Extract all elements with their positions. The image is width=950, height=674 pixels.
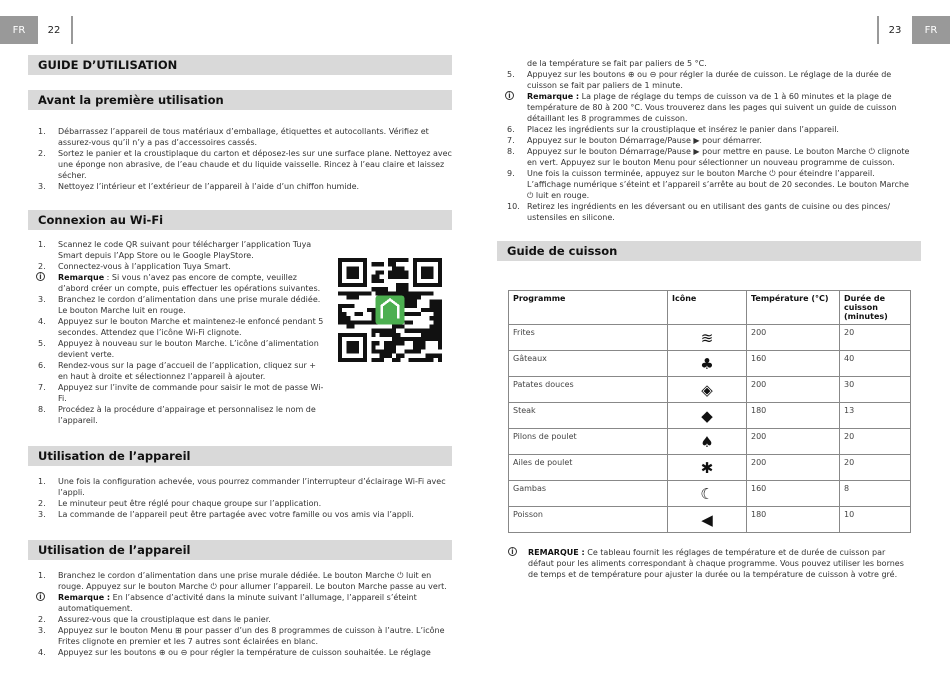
- note-item: [28, 592, 452, 614]
- item-number: 10.: [507, 202, 520, 211]
- icon-cell: [668, 325, 747, 351]
- item-number: 5.: [38, 339, 46, 348]
- table-header: Icône: [668, 291, 747, 325]
- step-continuation: de la température se fait par paliers de 5 °C.: [527, 59, 707, 68]
- item-text: Rendez-vous sur la page d’accueil de l’application, cliquez sur + en haut à droite et sélectionnez l’appareil à ajouter.: [58, 361, 316, 381]
- item-text: La plage de réglage du temps de cuisson va de 1 à 60 minutes et la plage de température de 80 à 200 °C. Vous trouverez dans les pages qui suivent un guide de cuisson détaillant les 8 programmes de cuisson.: [527, 92, 897, 123]
- usage1-list: [28, 476, 452, 520]
- item-text: Appuyez à nouveau sur le bouton Marche. L’icône d’alimentation devient verte.: [58, 339, 319, 359]
- item-number: 9.: [507, 169, 515, 178]
- program-cell: Steak: [509, 403, 668, 429]
- note-label: REMARQUE :: [528, 548, 585, 557]
- lang-tab-right: FR: [912, 16, 950, 44]
- list-item: [28, 294, 328, 316]
- list-item: [28, 625, 452, 647]
- item-number: 8.: [38, 405, 46, 414]
- info-icon: i: [36, 592, 45, 601]
- item-text: Procédez à la procédure d’appairage et personnalisez le nom de l’appareil.: [58, 405, 316, 425]
- duration-cell: 20: [840, 429, 911, 455]
- item-text: Appuyez sur les boutons ⊕ ou ⊖ pour régler la température de cuisson souhaitée. Le réglage: [58, 648, 431, 657]
- item-number: 2.: [38, 149, 46, 158]
- usage1-title: Utilisation de l’appareil: [28, 446, 452, 466]
- wifi-list: [28, 239, 328, 426]
- item-number: 3.: [38, 182, 46, 191]
- page-number-right: 23: [888, 24, 902, 36]
- note-text: Ce tableau fournit les réglages de température et de durée de cuisson par défaut pour les aliments correspondant à chaque programme. Vous pouvez utiliser les bornes de temps et de température pour ajuster la durée ou la température de cuisson à votre gré.: [528, 548, 904, 579]
- table-header: Durée de cuisson (minutes): [840, 291, 911, 325]
- program-cell: Poisson: [509, 507, 668, 533]
- item-text: Sortez le panier et la croustiplaque du carton et déposez-les sur une surface plane. Nettoyez avec une éponge non abrasive, de l’eau chaude et du liquide vaisselle. Rincez à l’eau claire et laissez sécher.: [58, 149, 452, 180]
- table-row: [509, 507, 911, 533]
- table-row: [509, 481, 911, 507]
- info-icon: i: [505, 91, 514, 100]
- item-number: 6.: [507, 125, 515, 134]
- icon-cell: [668, 429, 747, 455]
- note-label: Remarque :: [58, 593, 111, 602]
- table-row: [509, 455, 911, 481]
- qr-code: [338, 258, 442, 362]
- item-text: Appuyez sur le bouton Menu ⊞ pour passer d’un des 8 programmes de cuisson à l’autre. L’icône Frites clignote en premier et les 7 autres sont éclairées en blanc.: [58, 626, 445, 646]
- temperature-cell: 160: [747, 351, 840, 377]
- list-item: [28, 126, 452, 148]
- duration-cell: 10: [840, 507, 911, 533]
- item-number: 2.: [38, 615, 46, 624]
- item-text: Une fois la configuration achevée, vous pourrez commander l’interrupteur d’éclairage Wi-Fi avec l’appli.: [58, 477, 446, 497]
- table-header: Programme: [509, 291, 668, 325]
- list-item: [28, 360, 328, 382]
- duration-cell: 20: [840, 325, 911, 351]
- table-row: [509, 429, 911, 455]
- cooking-note: [508, 547, 913, 580]
- temperature-cell: 200: [747, 455, 840, 481]
- table-row: [509, 351, 911, 377]
- icon-cell: [668, 507, 747, 533]
- list-item: [28, 570, 452, 592]
- divider-left: [71, 16, 73, 44]
- list-item: [28, 476, 452, 498]
- item-text: Branchez le cordon d’alimentation dans une prise murale dédiée. Le bouton Marche ⏻ luit en rouge. Appuyez sur le bouton Marche ⏻ pour allumer l’appareil. Le bouton Marche passe au vert.: [58, 571, 447, 591]
- temperature-cell: 200: [747, 325, 840, 351]
- item-text: Appuyez sur le bouton Démarrage/Pause ▶ pour mettre en pause. Le bouton Marche ⏻ clignote en vert. Appuyez sur le bouton Menu pour sélectionner un nouveau programme de cuisson.: [527, 147, 910, 167]
- icon-cell: [668, 351, 747, 377]
- list-item: [28, 498, 452, 509]
- item-number: 4.: [38, 317, 46, 326]
- drumstick-icon: ♠: [700, 432, 714, 451]
- item-number: 3.: [38, 295, 46, 304]
- duration-cell: 30: [840, 377, 911, 403]
- icon-cell: [668, 377, 747, 403]
- icon-cell: [668, 481, 747, 507]
- item-number: 6.: [38, 361, 46, 370]
- duration-cell: 20: [840, 455, 911, 481]
- list-item: [28, 261, 328, 272]
- usage2-title: Utilisation de l’appareil: [28, 540, 452, 560]
- temperature-cell: 180: [747, 403, 840, 429]
- cake-icon: ♣: [700, 354, 714, 373]
- item-number: 5.: [507, 70, 515, 79]
- info-icon: i: [508, 547, 517, 556]
- page-number-left: 22: [47, 24, 61, 36]
- item-text: Placez les ingrédients sur la croustiplaque et insérez le panier dans l’appareil.: [527, 125, 839, 134]
- cooking-title: Guide de cuisson: [497, 241, 921, 261]
- program-cell: Patates douces: [509, 377, 668, 403]
- item-text: : Si vous n’avez pas encore de compte, veuillez d’abord créer un compte, puis effectuer les opérations suivantes.: [58, 273, 321, 293]
- temperature-cell: 200: [747, 429, 840, 455]
- item-text: Scannez le code QR suivant pour télécharger l’application Tuya Smart depuis l’App Store ou le Google PlayStore.: [58, 240, 312, 260]
- item-number: 4.: [38, 648, 46, 657]
- item-text: Assurez-vous que la croustiplaque est dans le panier.: [58, 615, 271, 624]
- icon-cell: [668, 455, 747, 481]
- usage2-list: [28, 570, 452, 658]
- note-item: [497, 91, 917, 124]
- temperature-cell: 200: [747, 377, 840, 403]
- item-number: 1.: [38, 477, 46, 486]
- list-item: [28, 404, 328, 426]
- temperature-cell: 180: [747, 507, 840, 533]
- list-item: [28, 382, 328, 404]
- item-text: Retirez les ingrédients en les déversant ou en utilisant des gants de cuisine ou des pinces/ ustensiles en silicone.: [527, 202, 891, 222]
- table-row: [509, 325, 911, 351]
- list-item: [28, 647, 452, 658]
- program-cell: Gambas: [509, 481, 668, 507]
- duration-cell: 40: [840, 351, 911, 377]
- wifi-title: Connexion au Wi-Fi: [28, 210, 452, 230]
- before-use-title: Avant la première utilisation: [28, 90, 452, 110]
- item-number: 7.: [38, 383, 46, 392]
- duration-cell: 8: [840, 481, 911, 507]
- program-cell: Ailes de poulet: [509, 455, 668, 481]
- item-number: 2.: [38, 262, 46, 271]
- list-item: [497, 69, 917, 91]
- fries-icon: ≋: [700, 328, 714, 347]
- guide-title: GUIDE D’UTILISATION: [28, 55, 452, 75]
- item-text: Branchez le cordon d’alimentation dans une prise murale dédiée. Le bouton Marche luit en rouge.: [58, 295, 321, 315]
- item-text: Une fois la cuisson terminée, appuyez sur le bouton Marche ⏻ pour éteindre l’appareil. L’affichage numérique s’éteint et l’appareil s’arrête au bout de 20 secondes. Le bouton Marche ⏻ luit en rouge.: [527, 169, 909, 200]
- item-number: 1.: [38, 127, 46, 136]
- duration-cell: 13: [840, 403, 911, 429]
- list-item: [28, 338, 328, 360]
- list-item: [28, 181, 452, 192]
- item-number: 1.: [38, 240, 46, 249]
- item-number: 2.: [38, 499, 46, 508]
- item-number: 1.: [38, 571, 46, 580]
- note-label: Remarque :: [527, 92, 580, 101]
- item-text: La commande de l’appareil peut être partagée avec votre famille ou vos amis via l’appli.: [58, 510, 414, 519]
- sweet-potato-icon: ◈: [701, 380, 713, 399]
- table-row: [509, 377, 911, 403]
- chicken-wing-icon: ✱: [700, 458, 714, 477]
- list-item: [28, 509, 452, 520]
- table-header: Température (°C): [747, 291, 840, 325]
- steak-icon: ◆: [701, 406, 713, 425]
- list-item: [497, 146, 917, 168]
- item-text: Appuyez sur le bouton Démarrage/Pause ▶ pour démarrer.: [527, 136, 762, 145]
- item-text: En l’absence d’activité dans la minute suivant l’allumage, l’appareil s’éteint automatiquement.: [58, 593, 417, 613]
- item-text: Nettoyez l’intérieur et l’extérieur de l’appareil à l’aide d’un chiffon humide.: [58, 182, 360, 191]
- cooking-table: [508, 290, 911, 533]
- program-cell: Gâteaux: [509, 351, 668, 377]
- program-cell: Pilons de poulet: [509, 429, 668, 455]
- shrimp-icon: ☾: [700, 484, 714, 503]
- list-item: [497, 124, 917, 135]
- list-item: [28, 316, 328, 338]
- item-text: Débarrassez l’appareil de tous matériaux d’emballage, étiquettes et autocollants. Vérifiez et assurez-vous qu’il n’y a pas d’accessoires cassés.: [58, 127, 429, 147]
- note-label: Remarque: [58, 273, 105, 282]
- list-item: [28, 614, 452, 625]
- item-number: 7.: [507, 136, 515, 145]
- item-text: Appuyez sur le bouton Marche et maintenez-le enfoncé pendant 5 secondes. Attendez que l’icône Wi-Fi clignote.: [58, 317, 324, 337]
- info-icon: i: [36, 272, 45, 281]
- item-text: Le minuteur peut être réglé pour chaque groupe sur l’application.: [58, 499, 322, 508]
- item-text: Appuyez sur les boutons ⊕ ou ⊖ pour régler la durée de cuisson. Le réglage de la durée de cuisson se fait par paliers de 1 minute.: [527, 70, 892, 90]
- right-column: [497, 58, 917, 261]
- item-text: Connectez-vous à l’application Tuya Smart.: [58, 262, 231, 271]
- item-number: 3.: [38, 626, 46, 635]
- item-text: Appuyez sur l’invite de commande pour saisir le mot de passe Wi-Fi.: [58, 383, 324, 403]
- note-item: [28, 272, 328, 294]
- icon-cell: [668, 403, 747, 429]
- list-item: [497, 201, 917, 223]
- right-steps-list: [497, 69, 917, 223]
- list-item: [28, 239, 328, 261]
- list-item: [497, 135, 917, 146]
- before-use-list: [28, 126, 452, 192]
- list-item: [28, 148, 452, 181]
- fish-icon: ◀: [701, 510, 713, 529]
- item-number: 3.: [38, 510, 46, 519]
- list-item: [497, 168, 917, 201]
- item-number: 8.: [507, 147, 515, 156]
- table-row: [509, 403, 911, 429]
- program-cell: Frites: [509, 325, 668, 351]
- temperature-cell: 160: [747, 481, 840, 507]
- lang-tab-left: FR: [0, 16, 38, 44]
